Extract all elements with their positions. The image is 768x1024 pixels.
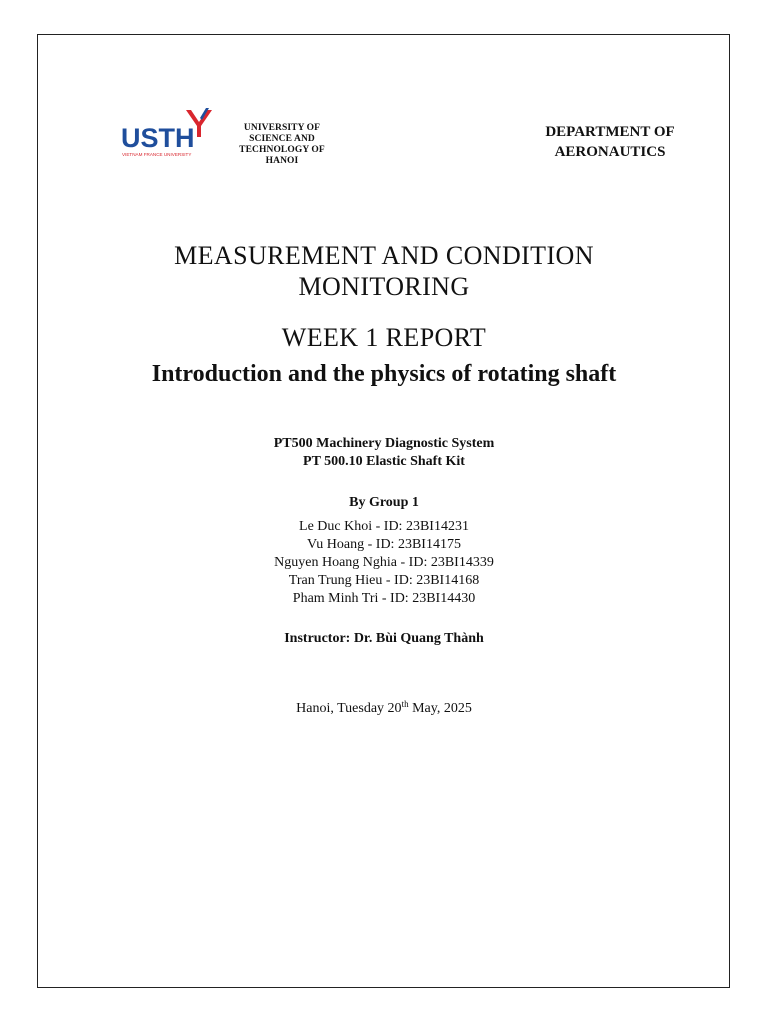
member-item: Vu Hoang - ID: 23BI14175 bbox=[307, 537, 461, 552]
member-item: Le Duc Khoi - ID: 23BI14231 bbox=[299, 519, 469, 534]
member-item: Nguyen Hoang Nghia - ID: 23BI14339 bbox=[274, 555, 494, 570]
university-line: HANOI bbox=[265, 156, 299, 166]
report-date bbox=[120, 699, 648, 717]
page-border bbox=[37, 34, 730, 988]
university-line: TECHNOLOGY OF bbox=[239, 145, 325, 155]
course-title-line: MEASUREMENT AND CONDITION bbox=[174, 241, 594, 270]
report-title: WEEK 1 REPORT bbox=[281, 323, 487, 352]
university-line: UNIVERSITY OF bbox=[243, 123, 321, 133]
system-line: PT500 Machinery Diagnostic System bbox=[273, 436, 495, 451]
system-line: PT 500.10 Elastic Shaft Kit bbox=[303, 454, 465, 469]
member-item: Tran Trung Hieu - ID: 23BI14168 bbox=[288, 573, 480, 588]
group-label: By Group 1 bbox=[349, 495, 419, 510]
report-subtitle: Introduction and the physics of rotating shaft bbox=[151, 361, 617, 387]
usth-logo bbox=[120, 106, 215, 162]
date-prefix: Hanoi, Tuesday 20 bbox=[296, 701, 402, 716]
member-list bbox=[120, 518, 648, 608]
university-name bbox=[232, 123, 332, 167]
course-title-line: MONITORING bbox=[298, 272, 470, 301]
date-suffix: May, 2025 bbox=[408, 701, 472, 716]
instructor-name: Instructor: Dr. Bùi Quang Thành bbox=[284, 631, 484, 646]
member-item: Pham Minh Tri - ID: 23BI14430 bbox=[292, 591, 476, 606]
university-line: SCIENCE AND bbox=[249, 134, 315, 144]
department-line: AERONAUTICS bbox=[554, 144, 666, 160]
logo-text: USTH bbox=[121, 123, 195, 153]
system-info bbox=[120, 435, 648, 471]
department-name bbox=[520, 122, 700, 162]
department-line: DEPARTMENT OF bbox=[545, 124, 675, 140]
date-ordinal: th bbox=[401, 699, 409, 709]
course-title bbox=[60, 240, 708, 302]
logo-tagline: VIETNAM FRANCE UNIVERSITY bbox=[122, 152, 192, 157]
